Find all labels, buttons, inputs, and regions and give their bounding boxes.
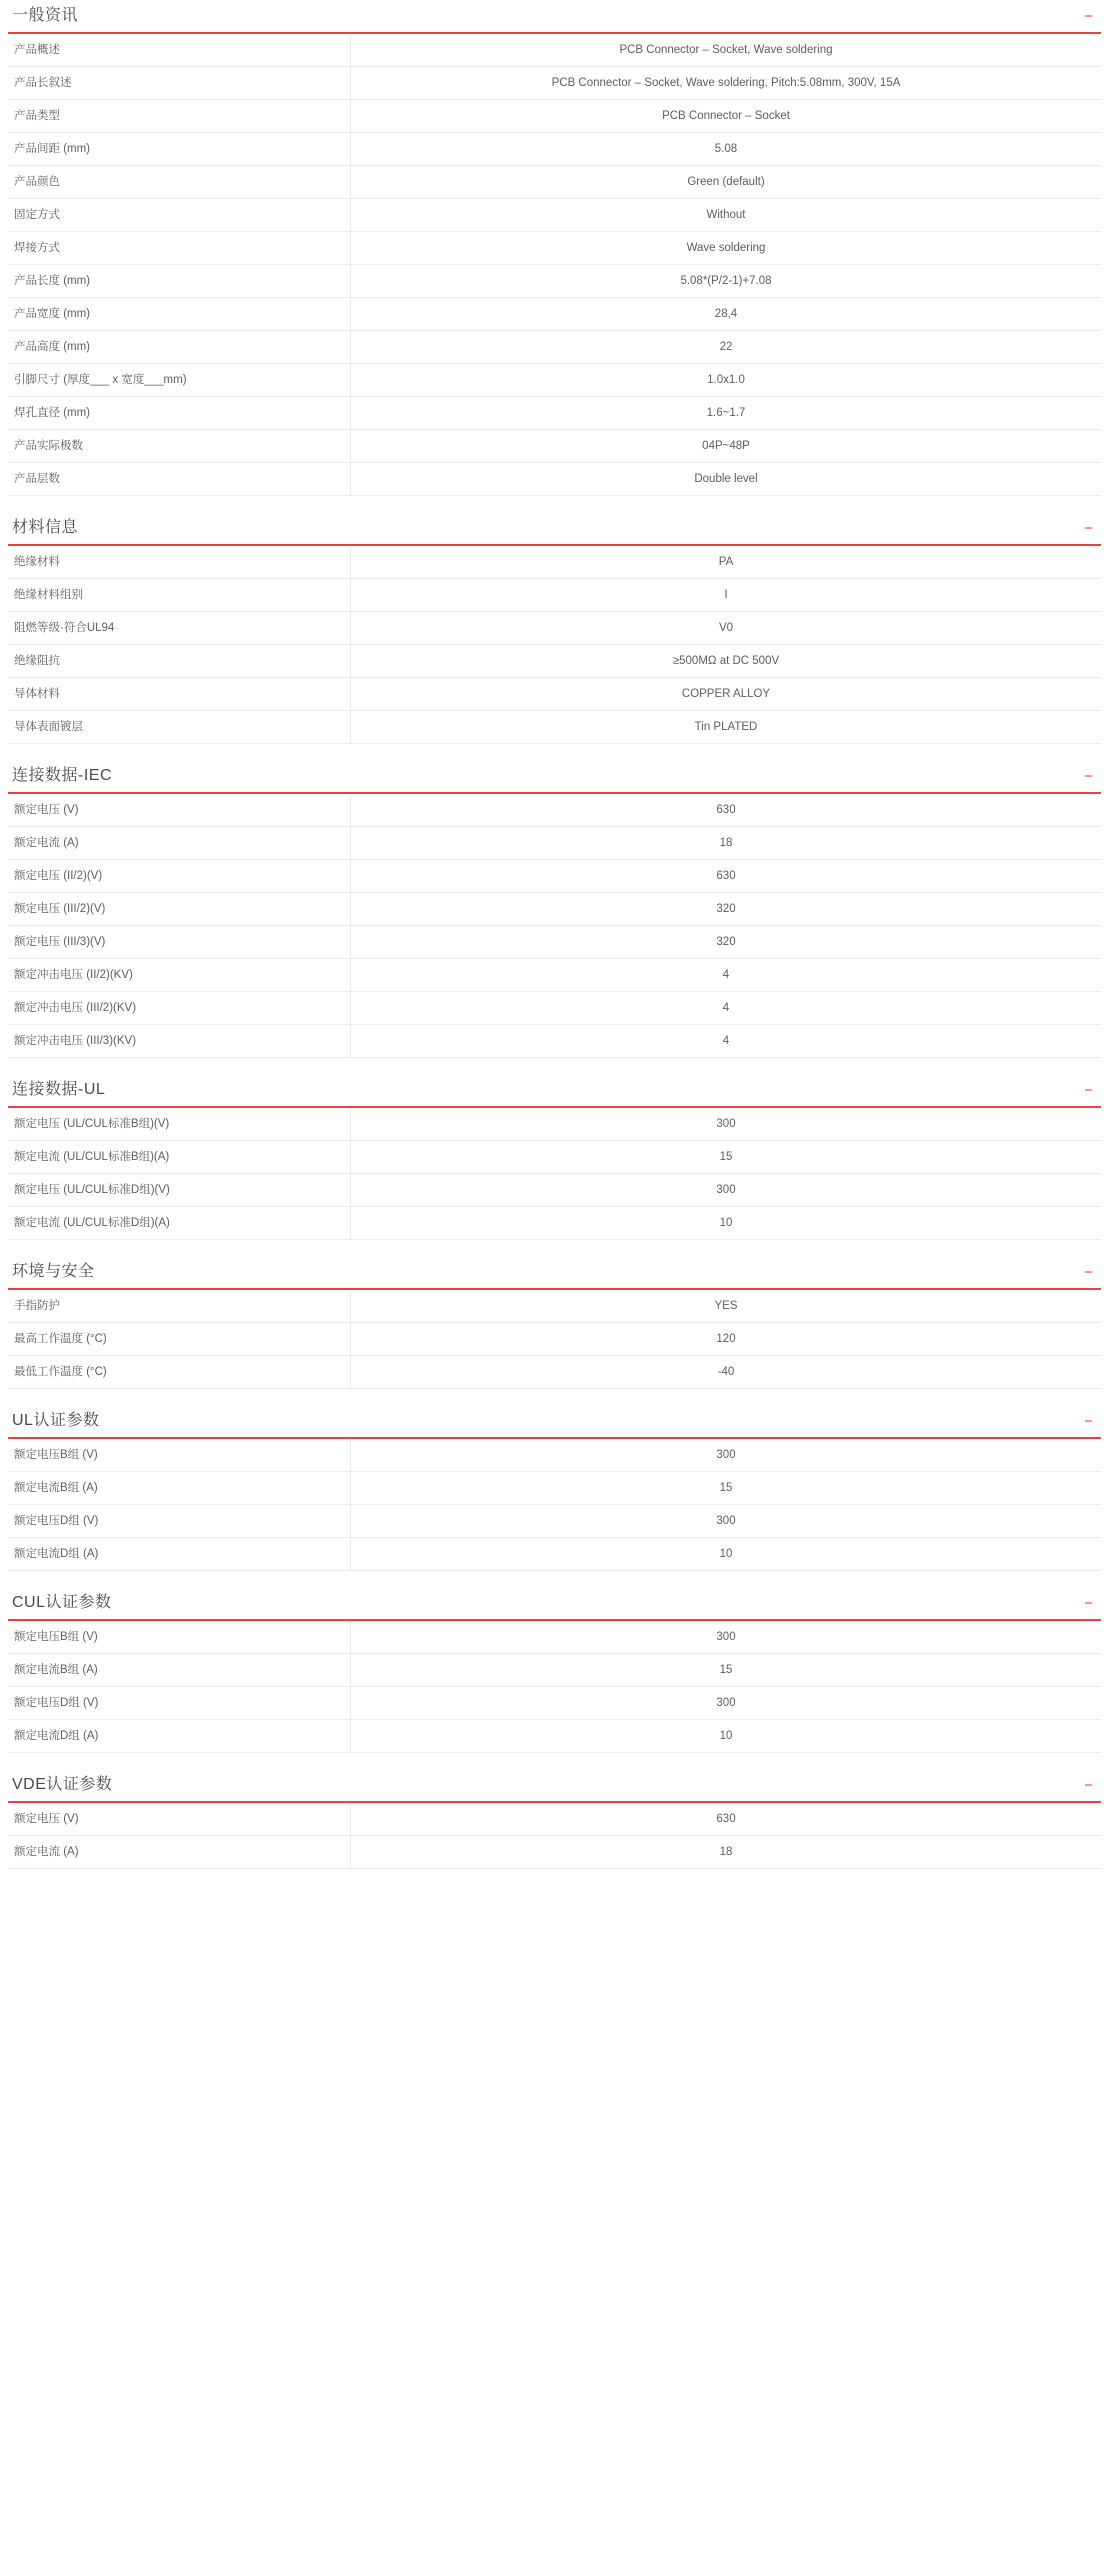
spec-label: 额定电压 (III/3)(V) xyxy=(8,926,351,959)
spec-value: Tin PLATED xyxy=(694,721,758,733)
section-header xyxy=(8,518,1101,546)
section-header xyxy=(8,6,1101,34)
table-row xyxy=(8,133,1101,166)
table-row xyxy=(8,1538,1101,1571)
spec-label: 额定电压D组 (V) xyxy=(8,1687,351,1720)
table-row xyxy=(8,430,1101,463)
spec-label: 额定电压 (V) xyxy=(8,794,351,827)
table-row xyxy=(8,199,1101,232)
spec-section xyxy=(8,518,1101,744)
spec-label: 产品概述 xyxy=(8,34,351,67)
spec-value: 320 xyxy=(716,936,736,948)
spec-label: 额定电流 (A) xyxy=(8,827,351,860)
spec-label: 产品长度 (mm) xyxy=(8,265,351,298)
table-row xyxy=(8,1356,1101,1389)
table-row xyxy=(8,232,1101,265)
spec-label: 额定电流B组 (A) xyxy=(8,1472,351,1505)
spec-value: 15 xyxy=(719,1482,733,1494)
spec-value: 300 xyxy=(716,1184,736,1196)
section-header xyxy=(8,766,1101,794)
section-header xyxy=(8,1593,1101,1621)
spec-table xyxy=(8,1803,1101,1869)
section-title: 连接数据-IEC xyxy=(12,767,113,784)
collapse-minus-icon[interactable]: − xyxy=(1084,768,1093,785)
spec-label: 额定冲击电压 (II/2)(KV) xyxy=(8,959,351,992)
spec-label: 绝缘材料 xyxy=(8,546,351,579)
table-row xyxy=(8,1439,1101,1472)
spec-value: 630 xyxy=(716,804,736,816)
section-header xyxy=(8,1775,1101,1803)
section-header xyxy=(8,1411,1101,1439)
spec-value: 300 xyxy=(716,1697,736,1709)
spec-sections xyxy=(8,6,1101,1869)
spec-value: PCB Connector – Socket, Wave soldering xyxy=(619,44,833,56)
spec-label: 额定电压 (III/2)(V) xyxy=(8,893,351,926)
table-row xyxy=(8,992,1101,1025)
section-title: UL认证参数 xyxy=(12,1412,100,1429)
spec-value: 15 xyxy=(719,1151,733,1163)
table-row xyxy=(8,34,1101,67)
spec-value: 1.6~1.7 xyxy=(706,407,746,419)
spec-label: 产品长叙述 xyxy=(8,67,351,100)
spec-table xyxy=(8,1108,1101,1240)
spec-value: Green (default) xyxy=(687,176,765,188)
spec-value: 300 xyxy=(716,1118,736,1130)
spec-table xyxy=(8,34,1101,496)
spec-label: 焊接方式 xyxy=(8,232,351,265)
spec-value: PCB Connector – Socket xyxy=(662,110,790,122)
collapse-minus-icon[interactable]: − xyxy=(1084,1777,1093,1794)
spec-label: 产品间距 (mm) xyxy=(8,133,351,166)
spec-value: COPPER ALLOY xyxy=(681,688,771,700)
table-row xyxy=(8,1025,1101,1058)
spec-value: 320 xyxy=(716,903,736,915)
table-row xyxy=(8,926,1101,959)
spec-label: 绝缘材料组别 xyxy=(8,579,351,612)
spec-label: 额定电流D组 (A) xyxy=(8,1538,351,1571)
section-header xyxy=(8,1080,1101,1108)
spec-label: 额定冲击电压 (III/3)(KV) xyxy=(8,1025,351,1058)
spec-value: 4 xyxy=(722,1002,730,1014)
spec-section xyxy=(8,1080,1101,1240)
spec-value: 04P~48P xyxy=(702,440,750,452)
table-row xyxy=(8,794,1101,827)
table-row xyxy=(8,1207,1101,1240)
spec-label: 产品宽度 (mm) xyxy=(8,298,351,331)
table-row xyxy=(8,1720,1101,1753)
spec-label: 额定电压 (UL/CUL标准B组)(V) xyxy=(8,1108,351,1141)
spec-value: 300 xyxy=(716,1631,736,1643)
section-title: VDE认证参数 xyxy=(12,1776,113,1793)
spec-value: 5.08*(P/2-1)+7.08 xyxy=(680,275,772,287)
spec-label: 额定电压 (V) xyxy=(8,1803,351,1836)
table-row xyxy=(8,612,1101,645)
spec-value: Double level xyxy=(694,473,758,485)
spec-label: 额定电流 (A) xyxy=(8,1836,351,1869)
spec-label: 额定电压D组 (V) xyxy=(8,1505,351,1538)
spec-value: 4 xyxy=(722,969,730,981)
table-row xyxy=(8,1290,1101,1323)
spec-value: 28,4 xyxy=(714,308,738,320)
section-header xyxy=(8,1262,1101,1290)
spec-label: 额定电压B组 (V) xyxy=(8,1439,351,1472)
spec-label: 额定电流 (UL/CUL标准B组)(A) xyxy=(8,1141,351,1174)
table-row xyxy=(8,645,1101,678)
spec-value: I xyxy=(724,589,728,601)
spec-value: 15 xyxy=(719,1664,733,1676)
spec-label: 额定电压 (UL/CUL标准D组)(V) xyxy=(8,1174,351,1207)
table-row xyxy=(8,100,1101,133)
spec-value: YES xyxy=(714,1300,738,1312)
table-row xyxy=(8,1836,1101,1869)
spec-value: 4 xyxy=(722,1035,730,1047)
spec-label: 额定电流B组 (A) xyxy=(8,1654,351,1687)
table-row xyxy=(8,166,1101,199)
table-row xyxy=(8,1472,1101,1505)
table-row xyxy=(8,827,1101,860)
table-row xyxy=(8,579,1101,612)
spec-section xyxy=(8,1262,1101,1389)
spec-label: 导体表面镀层 xyxy=(8,711,351,744)
table-row xyxy=(8,1141,1101,1174)
table-row xyxy=(8,860,1101,893)
spec-label: 产品高度 (mm) xyxy=(8,331,351,364)
table-row xyxy=(8,265,1101,298)
spec-value: 1.0x1.0 xyxy=(707,374,745,386)
table-row xyxy=(8,67,1101,100)
collapse-minus-icon[interactable]: − xyxy=(1084,1082,1093,1099)
spec-label: 固定方式 xyxy=(8,199,351,232)
spec-value: 18 xyxy=(719,1846,733,1858)
table-row xyxy=(8,397,1101,430)
collapse-minus-icon[interactable]: − xyxy=(1084,520,1093,537)
table-row xyxy=(8,1654,1101,1687)
spec-label: 引脚尺寸 (厚度___ x 宽度___mm) xyxy=(8,364,351,397)
collapse-minus-icon[interactable]: − xyxy=(1084,1264,1093,1281)
collapse-minus-icon[interactable]: − xyxy=(1084,1595,1093,1612)
spec-value: 300 xyxy=(716,1449,736,1461)
spec-table xyxy=(8,1439,1101,1571)
spec-section xyxy=(8,6,1101,496)
spec-sheet xyxy=(0,6,1109,1869)
spec-table xyxy=(8,794,1101,1058)
spec-value: 120 xyxy=(716,1333,736,1345)
spec-value: 630 xyxy=(716,1813,736,1825)
table-row xyxy=(8,678,1101,711)
spec-label: 额定冲击电压 (III/2)(KV) xyxy=(8,992,351,1025)
spec-label: 产品类型 xyxy=(8,100,351,133)
collapse-minus-icon[interactable]: − xyxy=(1084,8,1093,25)
spec-label: 产品实际极数 xyxy=(8,430,351,463)
spec-label: 手指防护 xyxy=(8,1290,351,1323)
spec-value: Wave soldering xyxy=(686,242,766,254)
section-title: 环境与安全 xyxy=(12,1263,95,1280)
table-row xyxy=(8,893,1101,926)
spec-value: V0 xyxy=(718,622,734,634)
spec-value: PA xyxy=(718,556,734,568)
spec-value: 300 xyxy=(716,1515,736,1527)
collapse-minus-icon[interactable]: − xyxy=(1084,1413,1093,1430)
spec-value: -40 xyxy=(717,1366,735,1378)
spec-label: 额定电压B组 (V) xyxy=(8,1621,351,1654)
spec-value: PCB Connector – Socket, Wave soldering, Pitch:5.08mm, 300V, 15A xyxy=(551,77,901,89)
spec-label: 额定电压 (II/2)(V) xyxy=(8,860,351,893)
spec-value: 18 xyxy=(719,837,733,849)
spec-label: 阻燃等级·符合UL94 xyxy=(8,612,351,645)
table-row xyxy=(8,1505,1101,1538)
spec-label: 额定电流 (UL/CUL标准D组)(A) xyxy=(8,1207,351,1240)
spec-section xyxy=(8,1775,1101,1869)
section-title: CUL认证参数 xyxy=(12,1594,112,1611)
table-row xyxy=(8,298,1101,331)
table-row xyxy=(8,1687,1101,1720)
table-row xyxy=(8,1803,1101,1836)
spec-label: 焊孔直径 (mm) xyxy=(8,397,351,430)
table-row xyxy=(8,1621,1101,1654)
spec-label: 最高工作温度 (°C) xyxy=(8,1323,351,1356)
spec-value: 10 xyxy=(719,1217,733,1229)
spec-value: 5.08 xyxy=(714,143,738,155)
table-row xyxy=(8,1174,1101,1207)
spec-value: 22 xyxy=(719,341,733,353)
section-title: 连接数据-UL xyxy=(12,1081,106,1098)
table-row xyxy=(8,364,1101,397)
spec-label: 导体材料 xyxy=(8,678,351,711)
spec-label: 产品层数 xyxy=(8,463,351,496)
table-row xyxy=(8,711,1101,744)
spec-section xyxy=(8,1593,1101,1753)
spec-table xyxy=(8,1290,1101,1389)
table-row xyxy=(8,463,1101,496)
section-title: 一般资讯 xyxy=(12,7,79,24)
spec-label: 绝缘阻抗 xyxy=(8,645,351,678)
section-title: 材料信息 xyxy=(12,519,79,536)
spec-label: 产品颜色 xyxy=(8,166,351,199)
spec-section xyxy=(8,766,1101,1058)
spec-value: 630 xyxy=(716,870,736,882)
spec-value: ≥500MΩ at DC 500V xyxy=(672,655,780,667)
spec-section xyxy=(8,1411,1101,1571)
table-row xyxy=(8,959,1101,992)
spec-value: Without xyxy=(706,209,746,221)
spec-label: 最低工作温度 (°C) xyxy=(8,1356,351,1389)
table-row xyxy=(8,1323,1101,1356)
spec-label: 额定电流D组 (A) xyxy=(8,1720,351,1753)
spec-table xyxy=(8,546,1101,744)
table-row xyxy=(8,1108,1101,1141)
spec-value: 10 xyxy=(719,1730,733,1742)
table-row xyxy=(8,331,1101,364)
table-row xyxy=(8,546,1101,579)
spec-value: 10 xyxy=(719,1548,733,1560)
spec-table xyxy=(8,1621,1101,1753)
